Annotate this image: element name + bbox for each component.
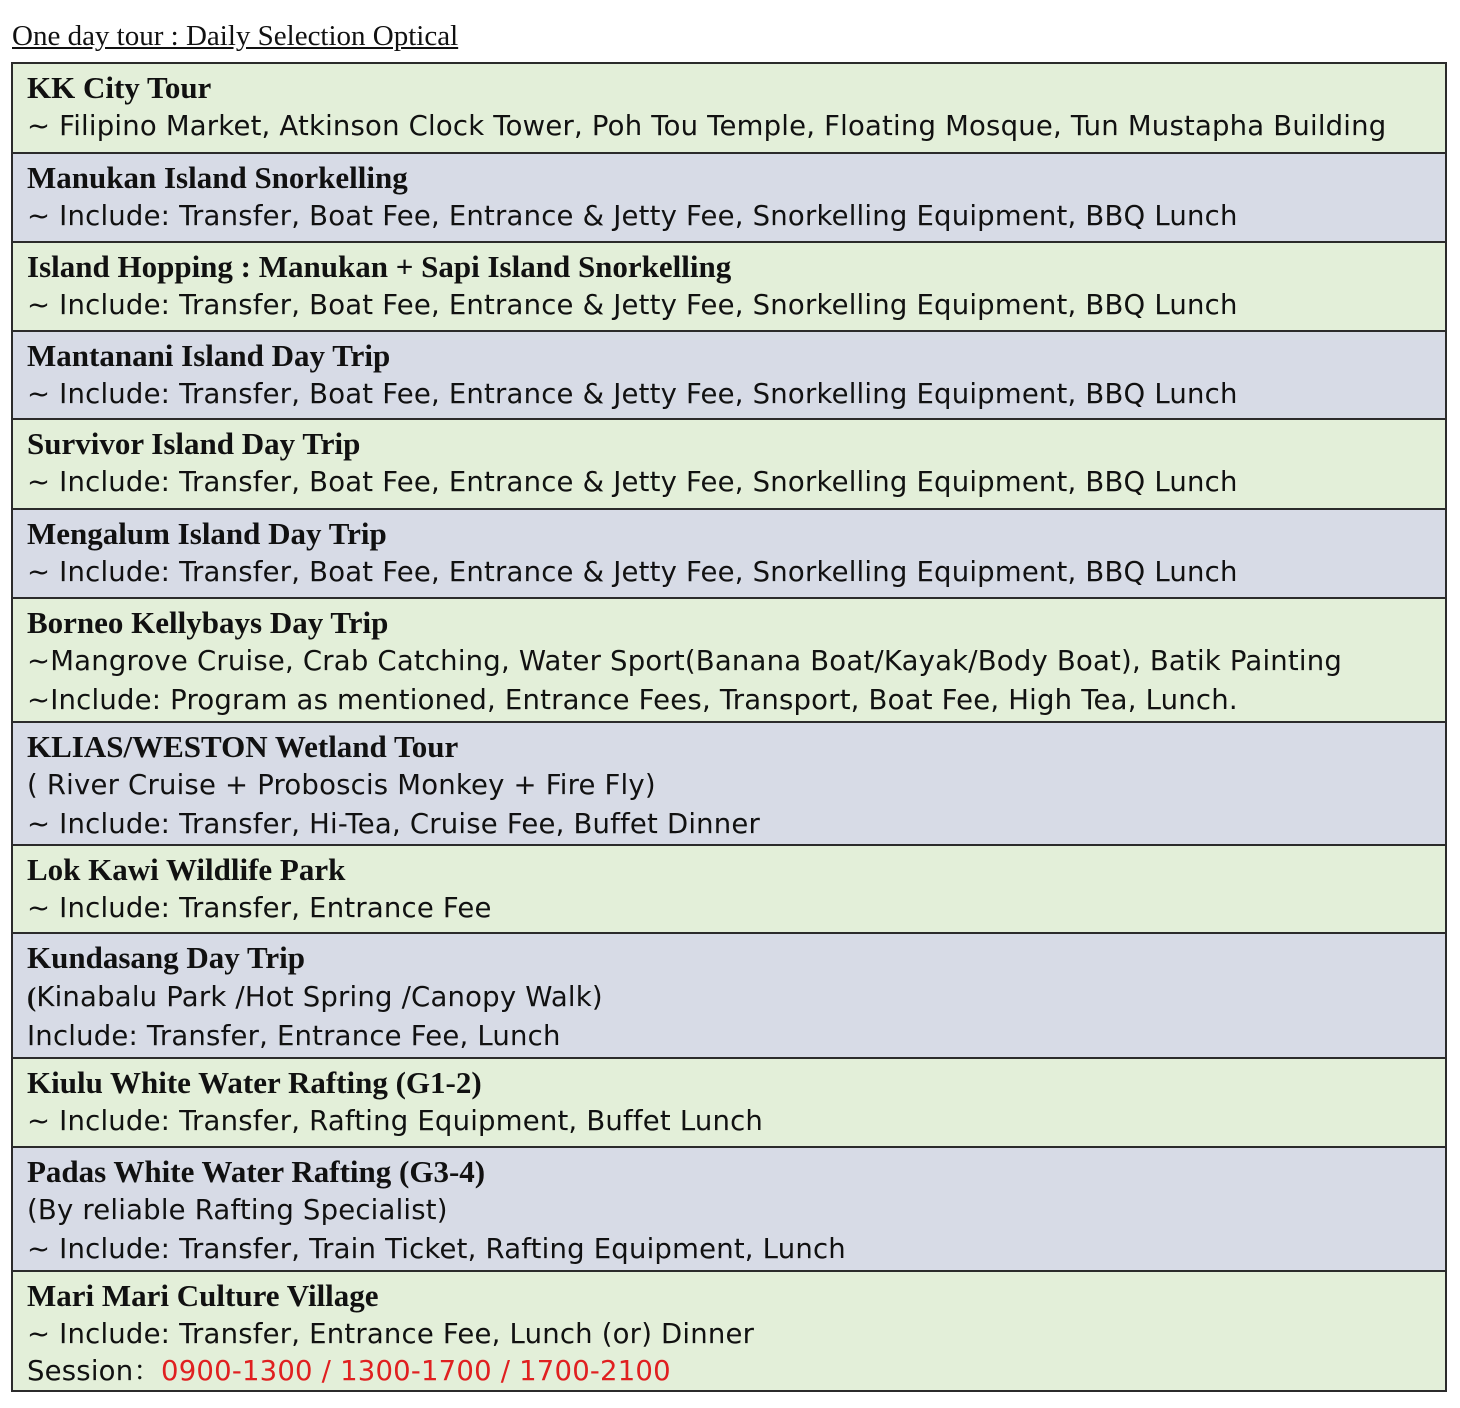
tour-detail: ( River Cruise + Proboscis Monkey + Fire Fly)	[27, 769, 656, 801]
tour-detail: ~ Include: Transfer, Boat Fee, Entrance & Jetty Fee, Snorkelling Equipment, BBQ Lunch	[27, 200, 1238, 232]
tour-title: Mari Mari Culture Village	[27, 1278, 379, 1313]
tour-detail: ~ Include: Transfer, Boat Fee, Entrance & Jetty Fee, Snorkelling Equipment, BBQ Lunch	[27, 289, 1238, 321]
tour-detail	[27, 977, 1445, 1017]
tour-title: Mantanani Island Day Trip	[27, 338, 391, 373]
tour-title: KLIAS/WESTON Wetland Tour	[27, 729, 459, 764]
tour-detail: (By reliable Rafting Specialist)	[27, 1194, 448, 1226]
tour-detail: ~ Include: Transfer, Boat Fee, Entrance & Jetty Fee, Snorkelling Equipment, BBQ Lunch	[27, 466, 1238, 498]
tour-row-padas	[13, 1146, 1445, 1270]
tour-title: Kundasang Day Trip	[27, 940, 305, 975]
tour-title: KK City Tour	[27, 70, 212, 105]
tour-row-borneo-kellybays	[13, 597, 1445, 721]
tour-row-survivor	[13, 418, 1445, 508]
tour-detail: Include: Transfer, Entrance Fee, Lunch	[27, 1020, 561, 1052]
tour-row-kundasang	[13, 932, 1445, 1057]
tour-detail: ~ Include: Transfer, Entrance Fee	[27, 892, 492, 924]
tour-title: Survivor Island Day Trip	[27, 426, 361, 461]
tour-detail: ~ Filipino Market, Atkinson Clock Tower, Poh Tou Temple, Floating Mosque, Tun Mustapha Building	[27, 110, 1387, 142]
tour-row-manukan	[13, 152, 1445, 241]
document-title: One day tour : Daily Selection Optical	[12, 20, 459, 52]
tour-row-lok-kawi	[13, 844, 1445, 932]
tour-title: Borneo Kellybays Day Trip	[27, 605, 389, 640]
tour-detail: ~ Include: Transfer, Entrance Fee, Lunch (or) Dinner	[27, 1318, 755, 1350]
tour-detail: ~Include: Program as mentioned, Entrance Fees, Transport, Boat Fee, High Tea, Lunch.	[27, 684, 1238, 716]
tour-detail: ~ Include: Transfer, Boat Fee, Entrance & Jetty Fee, Snorkelling Equipment, BBQ Lunch	[27, 556, 1238, 588]
tour-row-mari-mari	[13, 1270, 1445, 1390]
tour-title: Kiulu White Water Rafting (G1-2)	[27, 1065, 482, 1100]
tour-detail: ~ Include: Transfer, Train Ticket, Rafting Equipment, Lunch	[27, 1233, 846, 1265]
tour-title: Padas White Water Rafting (G3-4)	[27, 1154, 486, 1189]
session-times: 0900-1300 / 1300-1700 / 1700-2100	[161, 1355, 671, 1387]
tour-detail: ~ Include: Transfer, Hi-Tea, Cruise Fee, Buffet Dinner	[27, 808, 761, 840]
tour-title: Lok Kawi Wildlife Park	[27, 852, 346, 887]
tour-row-kk-city	[13, 64, 1445, 152]
tour-table	[11, 62, 1447, 1392]
tour-row-klias-weston	[13, 721, 1445, 844]
tour-detail: ~ Include: Transfer, Rafting Equipment, Buffet Lunch	[27, 1105, 764, 1137]
session-line	[27, 1354, 1445, 1388]
tour-row-mantanani	[13, 330, 1445, 418]
tour-title: Island Hopping : Manukan + Sapi Island Snorkelling	[27, 249, 732, 284]
tour-detail-text: Kinabalu Park /Hot Spring /Canopy Walk)	[36, 981, 603, 1013]
tour-detail: ~ Include: Transfer, Boat Fee, Entrance & Jetty Fee, Snorkelling Equipment, BBQ Lunch	[27, 378, 1238, 410]
tour-detail: ~Mangrove Cruise, Crab Catching, Water Sport(Banana Boat/Kayak/Body Boat), Batik Painting	[27, 645, 1343, 677]
session-label: Session：	[27, 1355, 162, 1387]
tour-row-kiulu	[13, 1057, 1445, 1146]
tour-row-mengalum	[13, 508, 1445, 597]
open-paren: (	[27, 981, 37, 1012]
tour-title: Manukan Island Snorkelling	[27, 160, 408, 195]
tour-row-island-hopping	[13, 241, 1445, 330]
tour-title: Mengalum Island Day Trip	[27, 516, 387, 551]
